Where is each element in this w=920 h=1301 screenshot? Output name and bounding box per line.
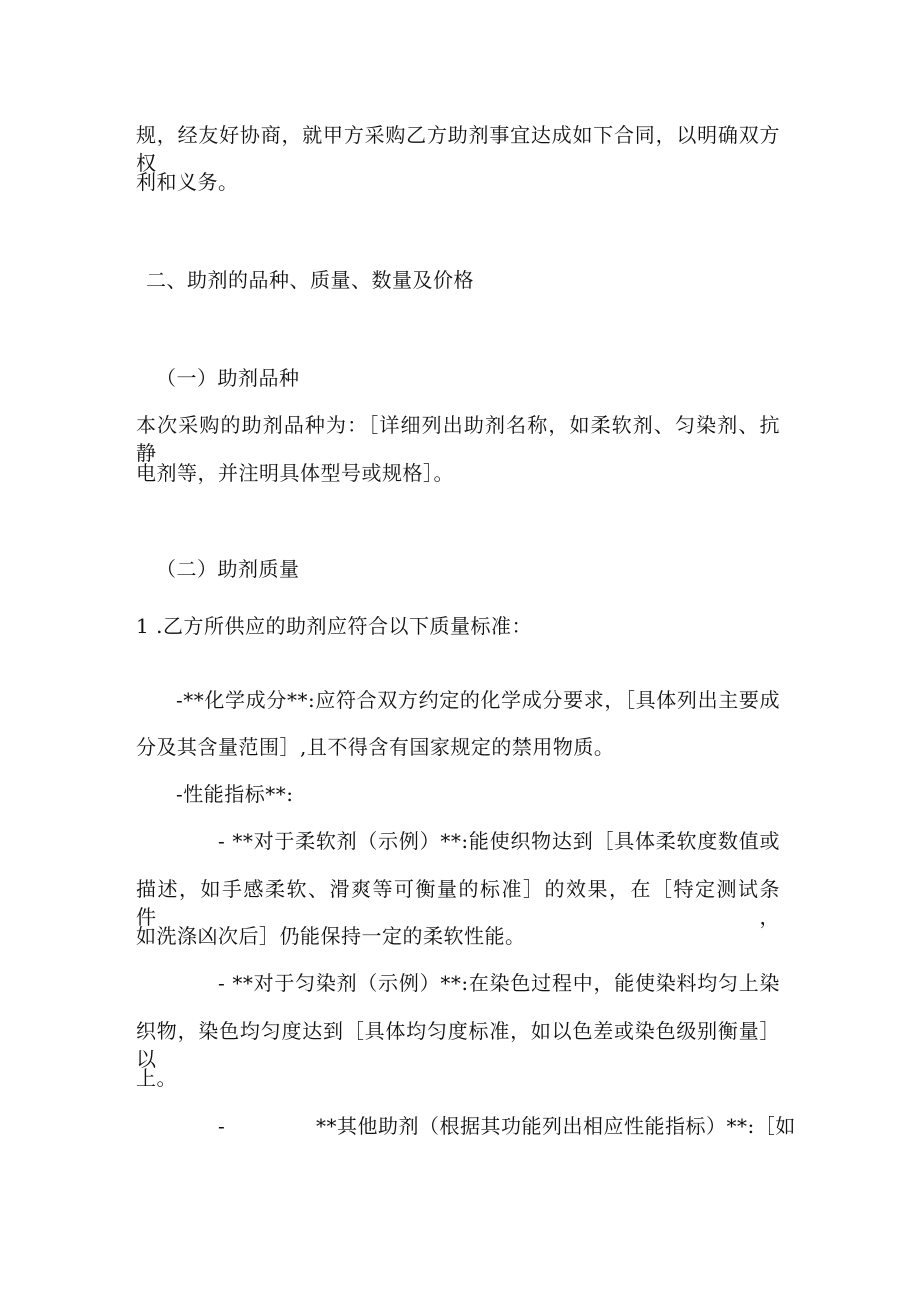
softener-line-1: - **对于柔软剂（示例）**:能使织物达到［具体柔软度数值或	[218, 829, 780, 853]
sub-1-line-2: 电剂等，并注明具体型号或规格］。	[136, 461, 454, 485]
chem-line-2: 分及其含量范围］,且不得含有国家规定的禁用物质。	[136, 735, 615, 759]
other-line-1: **其他助剂（根据其功能列出相应性能指标）**:［如	[316, 1114, 796, 1138]
perf-heading: -性能指标**:	[176, 782, 294, 806]
leveling-line-1: - **对于匀染剂（示例）**:在染色过程中，能使染料均匀上染	[218, 971, 780, 995]
leveling-line-2: 织物，染色均匀度达到［具体均匀度标准，如以色差或染色级别衡量］以	[136, 1019, 780, 1071]
intro-line-2: 利和义务。	[136, 170, 239, 194]
sub-1-heading: （一）助剂品种	[156, 366, 300, 390]
sub-1-line-1: 本次采购的助剂品种为：［详细列出助剂名称，如柔软剂、匀染剂、抗静	[136, 413, 780, 465]
section-2-heading: 二、助剂的品种、质量、数量及价格	[146, 268, 474, 292]
leveling-line-3: 上。	[136, 1066, 177, 1090]
sub-2-heading: （二）助剂质量	[156, 557, 300, 581]
softener-line-3: 如洗涤凶次后］仍能保持一定的柔软性能。	[136, 924, 526, 948]
quality-item-1: 1 .乙方所供应的助剂应符合以下质量标准：	[136, 614, 532, 638]
softener-line-2: 描述，如手感柔软、滑爽等可衡量的标准］的效果，在［特定测试条件，	[136, 877, 780, 929]
intro-line-1: 规，经友好协商，就甲方采购乙方助剂事宜达成如下合同，以明确双方权	[136, 123, 780, 175]
chem-line-1: -**化学成分**:应符合双方约定的化学成分要求，［具体列出主要成	[176, 688, 780, 712]
other-dash: -	[218, 1114, 226, 1138]
